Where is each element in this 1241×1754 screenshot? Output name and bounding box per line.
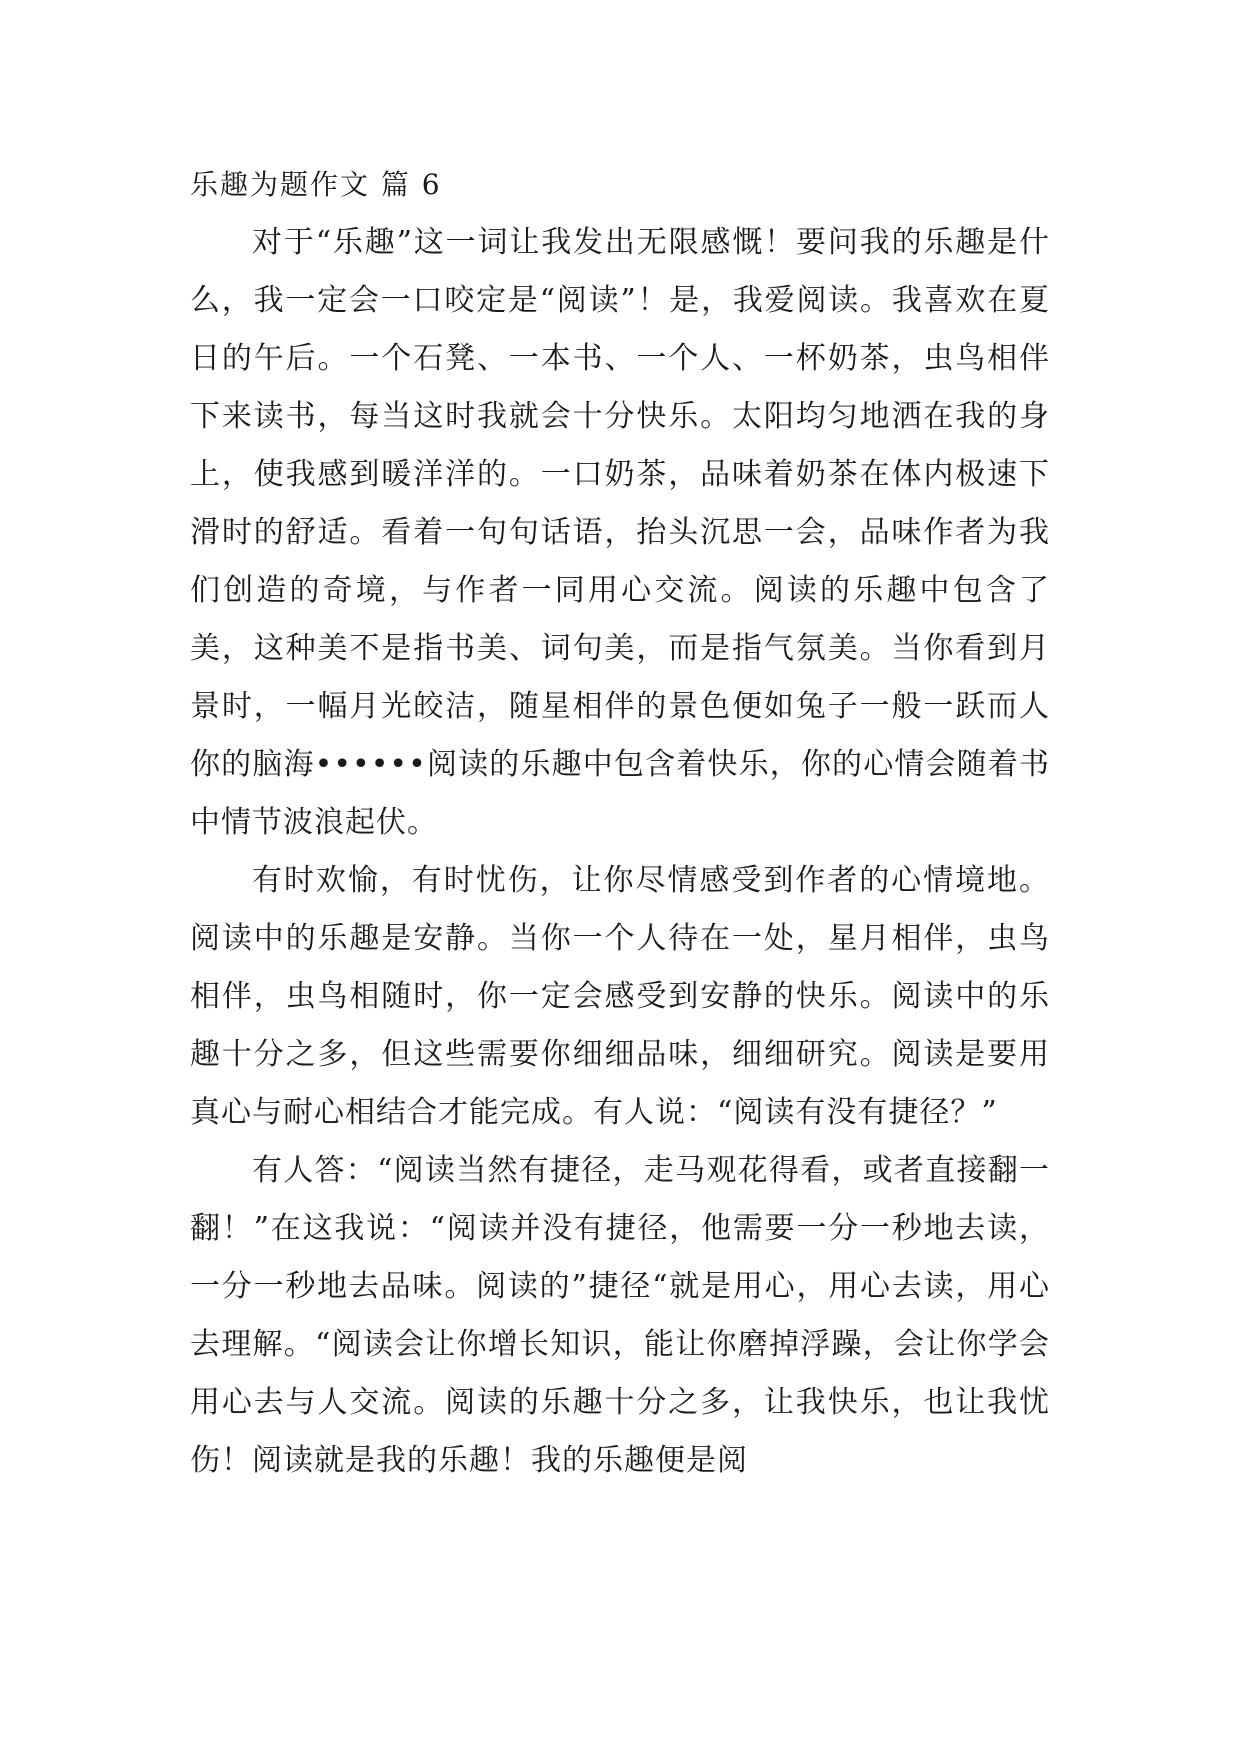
paragraph-3: 有人答：“阅读当然有捷径，走马观花得看，或者直接翻一翻！”在这我说：“阅读并没有捷径，他需要一分一秒地去读，一分一秒地去品味。阅读的”捷径“就是用心，用心去读，用心去理解。“阅读会让你增长知识，能让你磨掉浮躁，会让你学会用心去与人交流。阅读的乐趣十分之多，让我快乐，也让我忧伤！阅读就是我的乐趣！我的乐趣便是阅 bbox=[190, 1153, 1050, 1478]
paragraph-2: 有时欢愉，有时忧伤，让你尽情感受到作者的心情境地。阅读中的乐趣是安静。当你一个人待在一处，星月相伴，虫鸟相伴，虫鸟相随时，你一定会感受到安静的快乐。阅读中的乐趣十分之多，但这些需要你细细品味，细细研究。阅读是要用真心与耐心相结合才能完成。有人说：“阅读有没有捷径？” bbox=[190, 863, 1050, 1130]
essay-title: 乐趣为题作文 篇 6 bbox=[190, 168, 442, 201]
document-body bbox=[190, 165, 1050, 1490]
paragraph-1: 对于“乐趣”这一词让我发出无限感慨！要问我的乐趣是什么，我一定会一口咬定是“阅读”！是，我爱阅读。我喜欢在夏日的午后。一个石凳、一本书、一个人、一杯奶茶，虫鸟相伴下来读书，每当这时我就会十分快乐。太阳均匀地洒在我的身上，使我感到暖洋洋的。一口奶茶，品味着奶茶在体内极速下滑时的舒适。看着一句句话语，抬头沉思一会，品味作者为我们创造的奇境，与作者一同用心交流。阅读的乐趣中包含了美，这种美不是指书美、词句美，而是指气氛美。当你看到月景时，一幅月光皎洁，随星相伴的景色便如兔子一般一跃而人你的脑海••••••阅读的乐趣中包含着快乐，你的心情会随着书中情节波浪起伏。 bbox=[190, 225, 1050, 840]
